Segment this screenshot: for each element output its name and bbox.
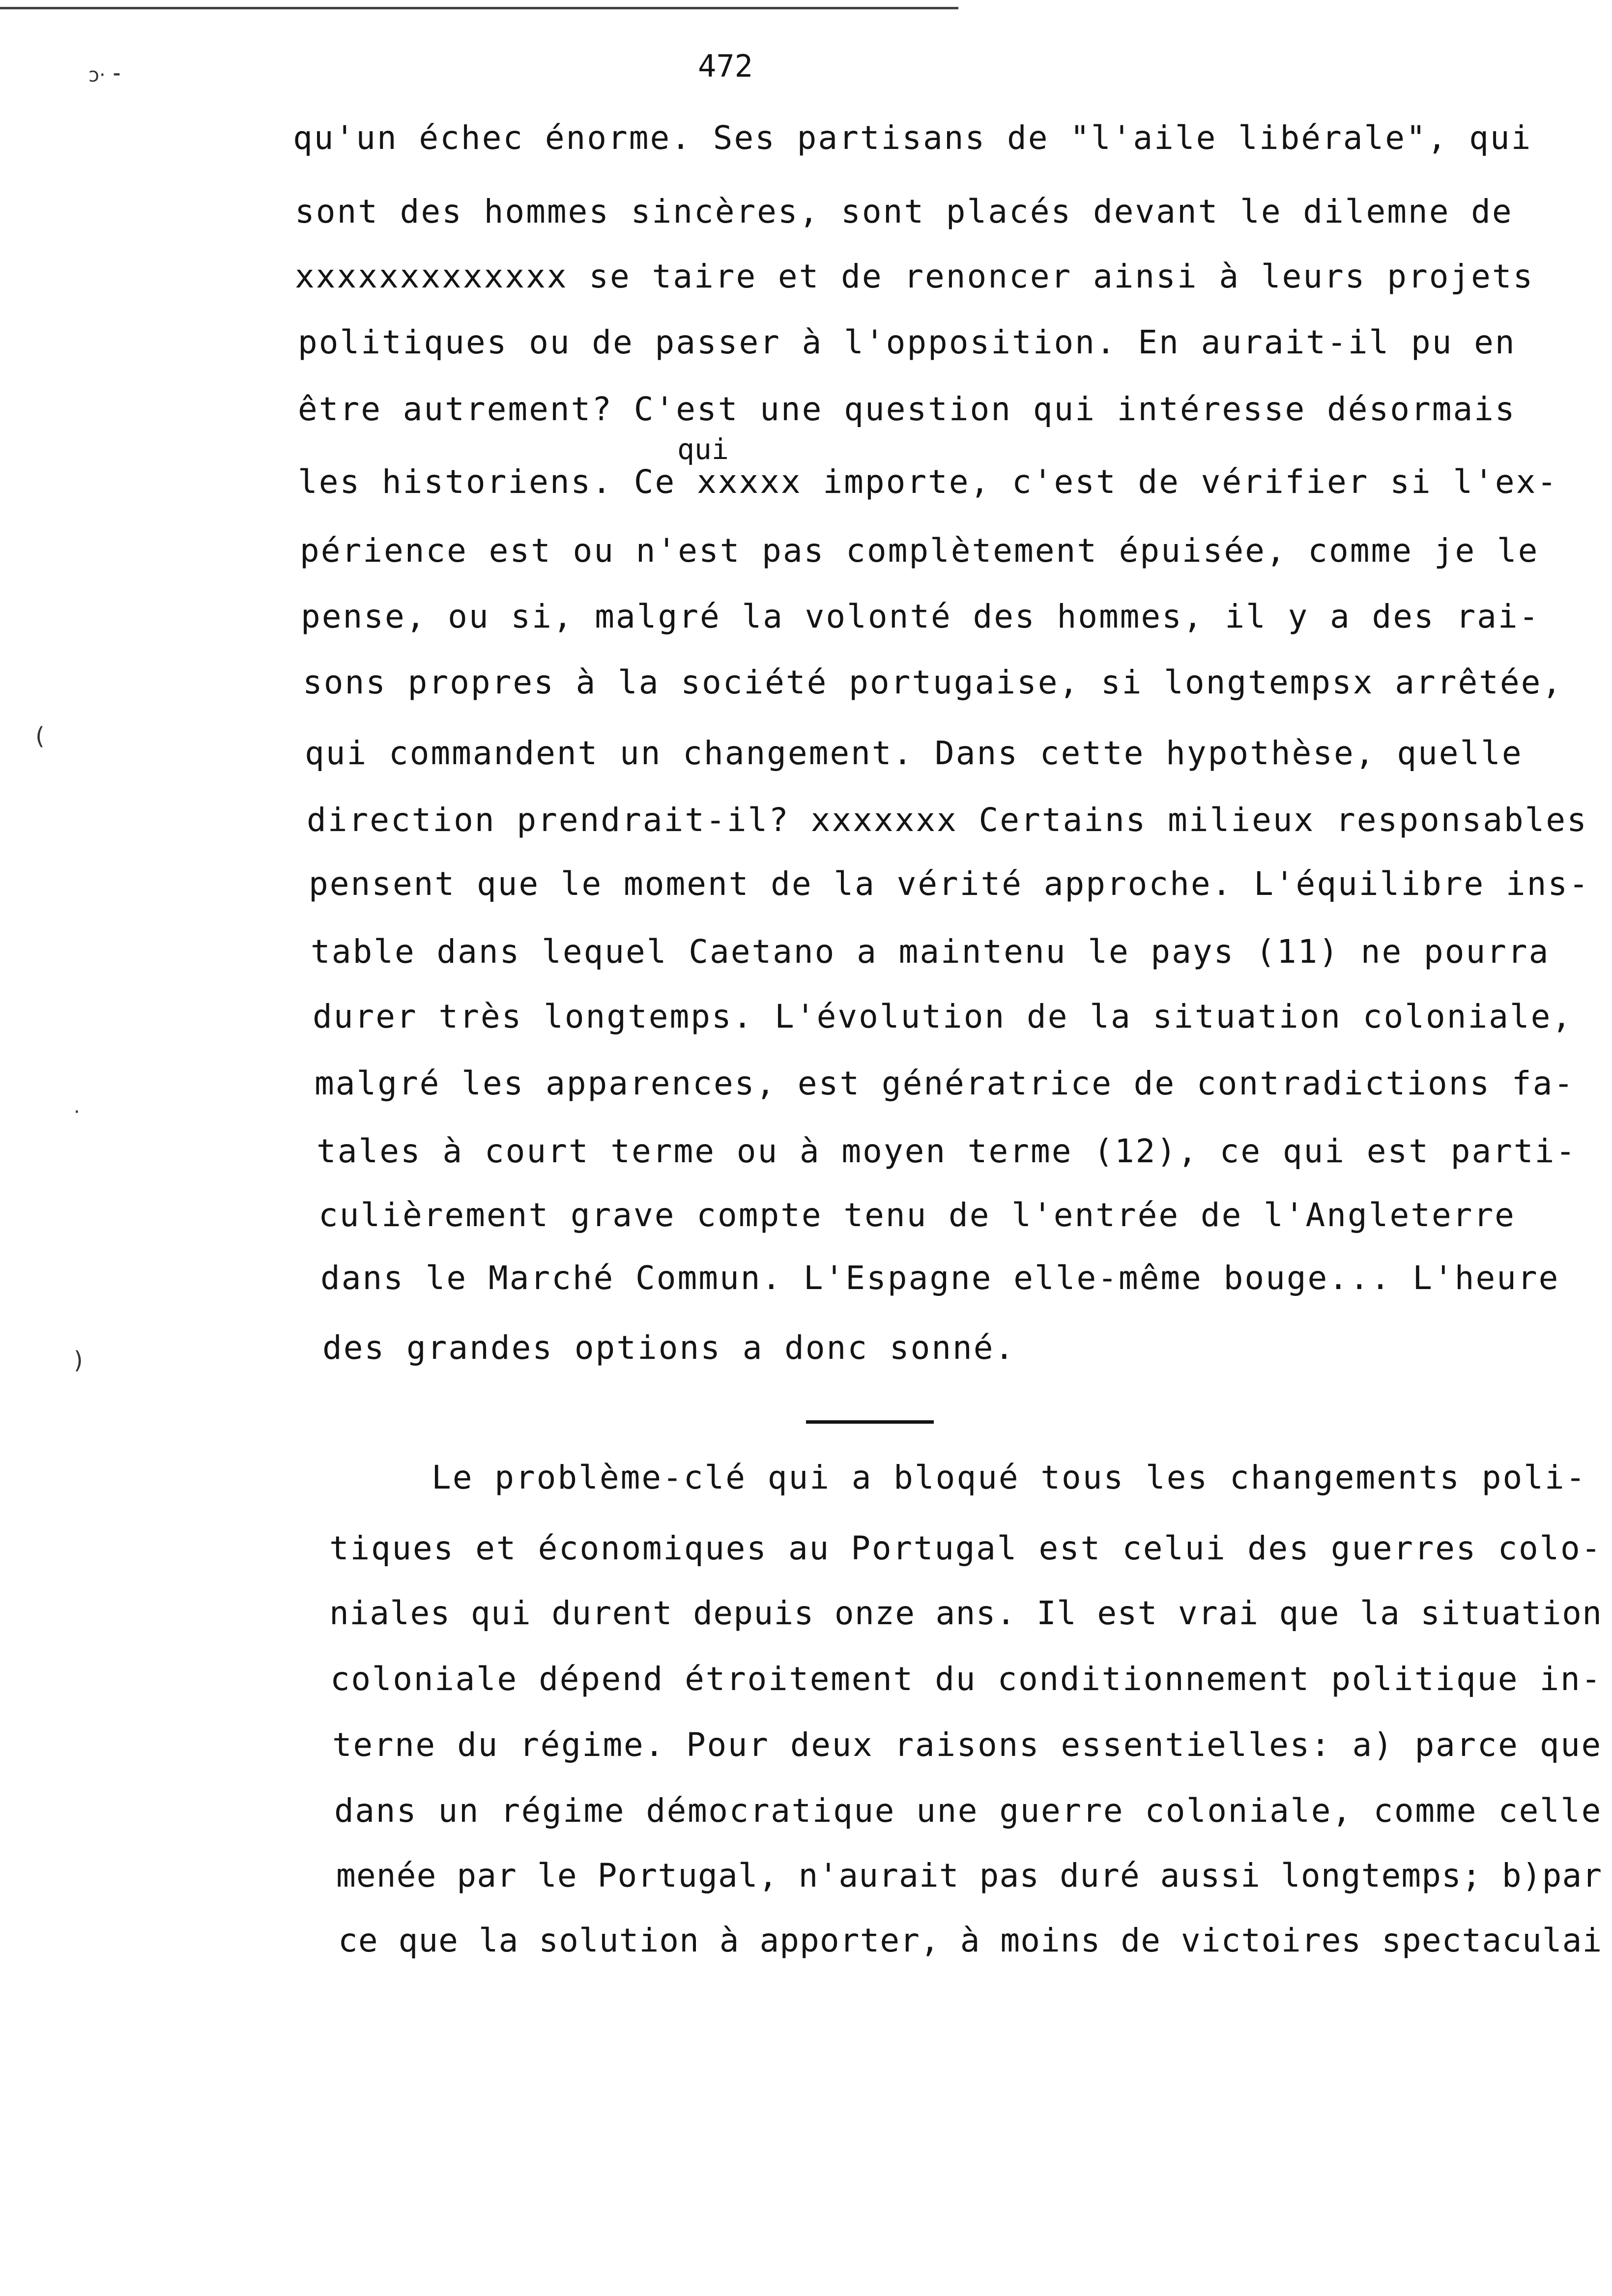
text-line: sont des hommes sincères, sont placés devant le dilemne de bbox=[295, 193, 1513, 230]
corner-mark: ɔ· ⁃ bbox=[88, 64, 122, 86]
section-separator bbox=[806, 1420, 934, 1424]
text-line: qu'un échec énorme. Ses partisans de "l'aile libérale", qui bbox=[293, 119, 1532, 157]
text-line: xxxxxxxxxxxxx se taire et de renoncer ainsi à leurs projets bbox=[295, 258, 1534, 295]
top-edge-line bbox=[0, 7, 958, 9]
text-line: politiques ou de passer à l'opposition. En aurait-il pu en bbox=[298, 323, 1516, 361]
text-line: tales à court terme ou à moyen terme (12), ce qui est parti- bbox=[317, 1132, 1577, 1170]
text-line: direction prendrait-il? xxxxxxx Certains milieux responsables bbox=[307, 801, 1588, 839]
text-line: pensent que le moment de la vérité approche. L'équilibre ins- bbox=[309, 865, 1590, 903]
margin-mark: ) bbox=[74, 1347, 83, 1374]
text-line: terne du régime. Pour deux raisons essentielles: a) parce que bbox=[332, 1726, 1602, 1764]
text-line: table dans lequel Caetano a maintenu le pays (11) ne pourra bbox=[311, 933, 1550, 971]
text-line: niales qui durent depuis onze ans. Il est vrai que la situation bbox=[329, 1594, 1603, 1632]
text-line: des grandes options a donc sonné. bbox=[322, 1329, 1016, 1367]
text-line: malgré les apparences, est génératrice de contradictions fa- bbox=[315, 1064, 1575, 1102]
page-number: 472 bbox=[698, 48, 753, 84]
text-line: qui commandent un changement. Dans cette hypothèse, quelle bbox=[305, 734, 1523, 772]
text-line: tiques et économiques au Portugal est celui des guerres colo- bbox=[329, 1529, 1602, 1567]
text-line: pense, ou si, malgré la volonté des hommes, il y a des rai- bbox=[301, 598, 1540, 635]
handwritten-insertion: qui bbox=[677, 432, 729, 466]
text-line: coloniale dépend étroitement du conditionnement politique in- bbox=[330, 1660, 1602, 1698]
text-line: Le problème-clé qui a bloqué tous les changements poli- bbox=[432, 1459, 1587, 1496]
text-line: culièrement grave compte tenu de l'entrée de l'Angleterre bbox=[318, 1196, 1516, 1234]
text-line: dans le Marché Commun. L'Espagne elle-même bouge... L'heure bbox=[320, 1259, 1560, 1297]
text-line: dans un régime démocratique une guerre coloniale, comme celle bbox=[334, 1792, 1602, 1830]
text-line: durer très longtemps. L'évolution de la situation coloniale, bbox=[313, 998, 1573, 1035]
text-line: menée par le Portugal, n'aurait pas duré aussi longtemps; b)par bbox=[336, 1857, 1603, 1894]
text-line: ce que la solution à apporter, à moins de victoires spectaculai bbox=[338, 1922, 1603, 1959]
margin-mark: · bbox=[74, 1101, 80, 1123]
margin-mark: ( bbox=[35, 722, 45, 750]
text-line: sons propres à la société portugaise, si longtempsx arrêtée, bbox=[303, 663, 1563, 701]
text-line: périence est ou n'est pas complètement épuisée, comme je le bbox=[300, 532, 1539, 570]
text-line: être autrement? C'est une question qui intéresse désormais bbox=[298, 390, 1516, 428]
text-line: les historiens. Ce xxxxx importe, c'est de vérifier si l'ex- bbox=[298, 463, 1558, 501]
